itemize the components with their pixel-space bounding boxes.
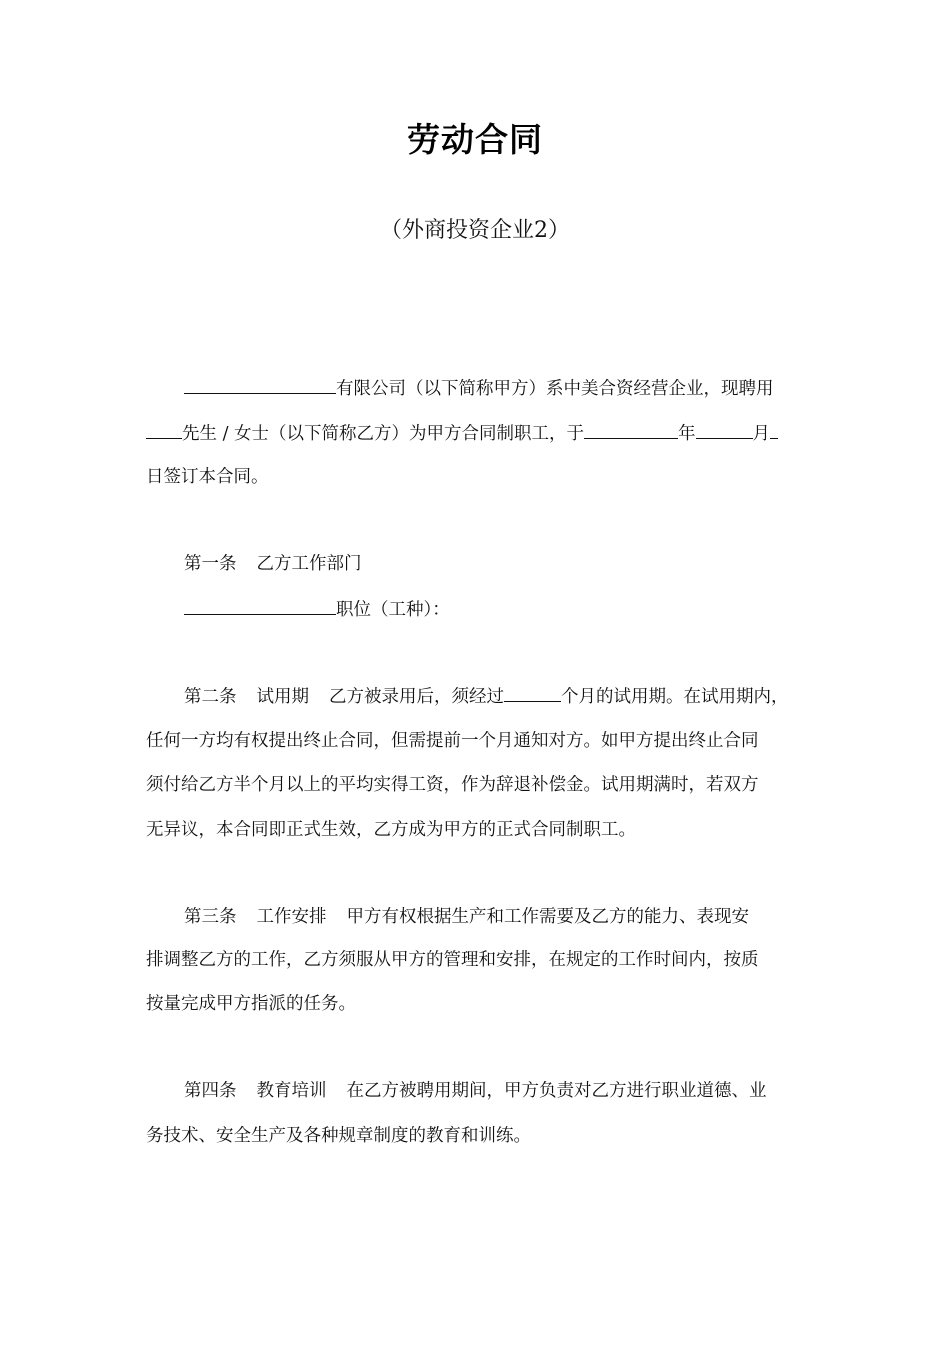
article-1-title: 乙方工作部门 bbox=[256, 554, 362, 574]
article-2-line-2: 任何一方均有权提出终止合同，但需提前一个月通知对方。如甲方提出终止合同 bbox=[146, 731, 759, 751]
article-1-heading-line bbox=[184, 552, 362, 576]
month-label: 月 bbox=[752, 424, 771, 444]
day-blank bbox=[770, 421, 778, 439]
month-blank bbox=[696, 421, 753, 439]
intro-line-1 bbox=[184, 376, 774, 401]
article-2-title: 试用期 bbox=[256, 687, 309, 707]
intro-text: 有限公司（以下简称甲方）系中美合资经营企业，现聘用 bbox=[336, 379, 774, 399]
article-4-text: 在乙方被聘用期间，甲方负责对乙方进行职业道德、业 bbox=[346, 1081, 767, 1101]
article-4-line-2: 务技术、安全生产及各种规章制度的教育和训练。 bbox=[146, 1126, 531, 1146]
article-3-line-2: 排调整乙方的工作，乙方须服从甲方的管理和安排，在规定的工作时间内，按质 bbox=[146, 950, 759, 970]
article-3-line-1 bbox=[184, 905, 749, 929]
article-2-line-1 bbox=[184, 684, 789, 709]
article-3-line-3: 按量完成甲方指派的任务。 bbox=[146, 994, 356, 1014]
probation-months-blank bbox=[504, 684, 561, 702]
company-name-blank bbox=[184, 376, 336, 394]
article-2-text: 乙方被录用后，须经过 bbox=[329, 687, 504, 707]
intro-line-2 bbox=[146, 421, 778, 446]
article-3-text: 甲方有权根据生产和工作需要及乙方的能力、表现安 bbox=[346, 907, 749, 927]
intro-text: 先生 / 女士（以下简称乙方）为甲方合同制职工，于 bbox=[182, 424, 585, 444]
document-subtitle: （外商投资企业2） bbox=[380, 218, 570, 243]
article-4-line-1 bbox=[184, 1079, 767, 1103]
year-blank bbox=[584, 421, 678, 439]
article-4-number: 第四条 bbox=[184, 1081, 237, 1101]
article-3-title: 工作安排 bbox=[256, 907, 327, 927]
article-3-number: 第三条 bbox=[184, 907, 237, 927]
employee-name-blank bbox=[146, 421, 182, 439]
article-1-number: 第一条 bbox=[184, 554, 237, 574]
article-2-line-4: 无异议，本合同即正式生效，乙方成为甲方的正式合同制职工。 bbox=[146, 820, 636, 840]
article-2-line-3: 须付给乙方半个月以上的平均实得工资，作为辞退补偿金。试用期满时，若双方 bbox=[146, 775, 759, 795]
article-2-number: 第二条 bbox=[184, 687, 237, 707]
intro-line-3: 日签订本合同。 bbox=[146, 467, 269, 487]
document-title: 劳动合同 bbox=[407, 120, 543, 159]
article-1-position-line bbox=[184, 597, 450, 622]
department-blank bbox=[184, 597, 336, 615]
article-4-title: 教育培训 bbox=[256, 1081, 327, 1101]
position-label: 职位（工种）： bbox=[336, 600, 450, 620]
article-2-text: 个月的试用期。在试用期内， bbox=[561, 687, 789, 707]
year-label: 年 bbox=[678, 424, 696, 444]
